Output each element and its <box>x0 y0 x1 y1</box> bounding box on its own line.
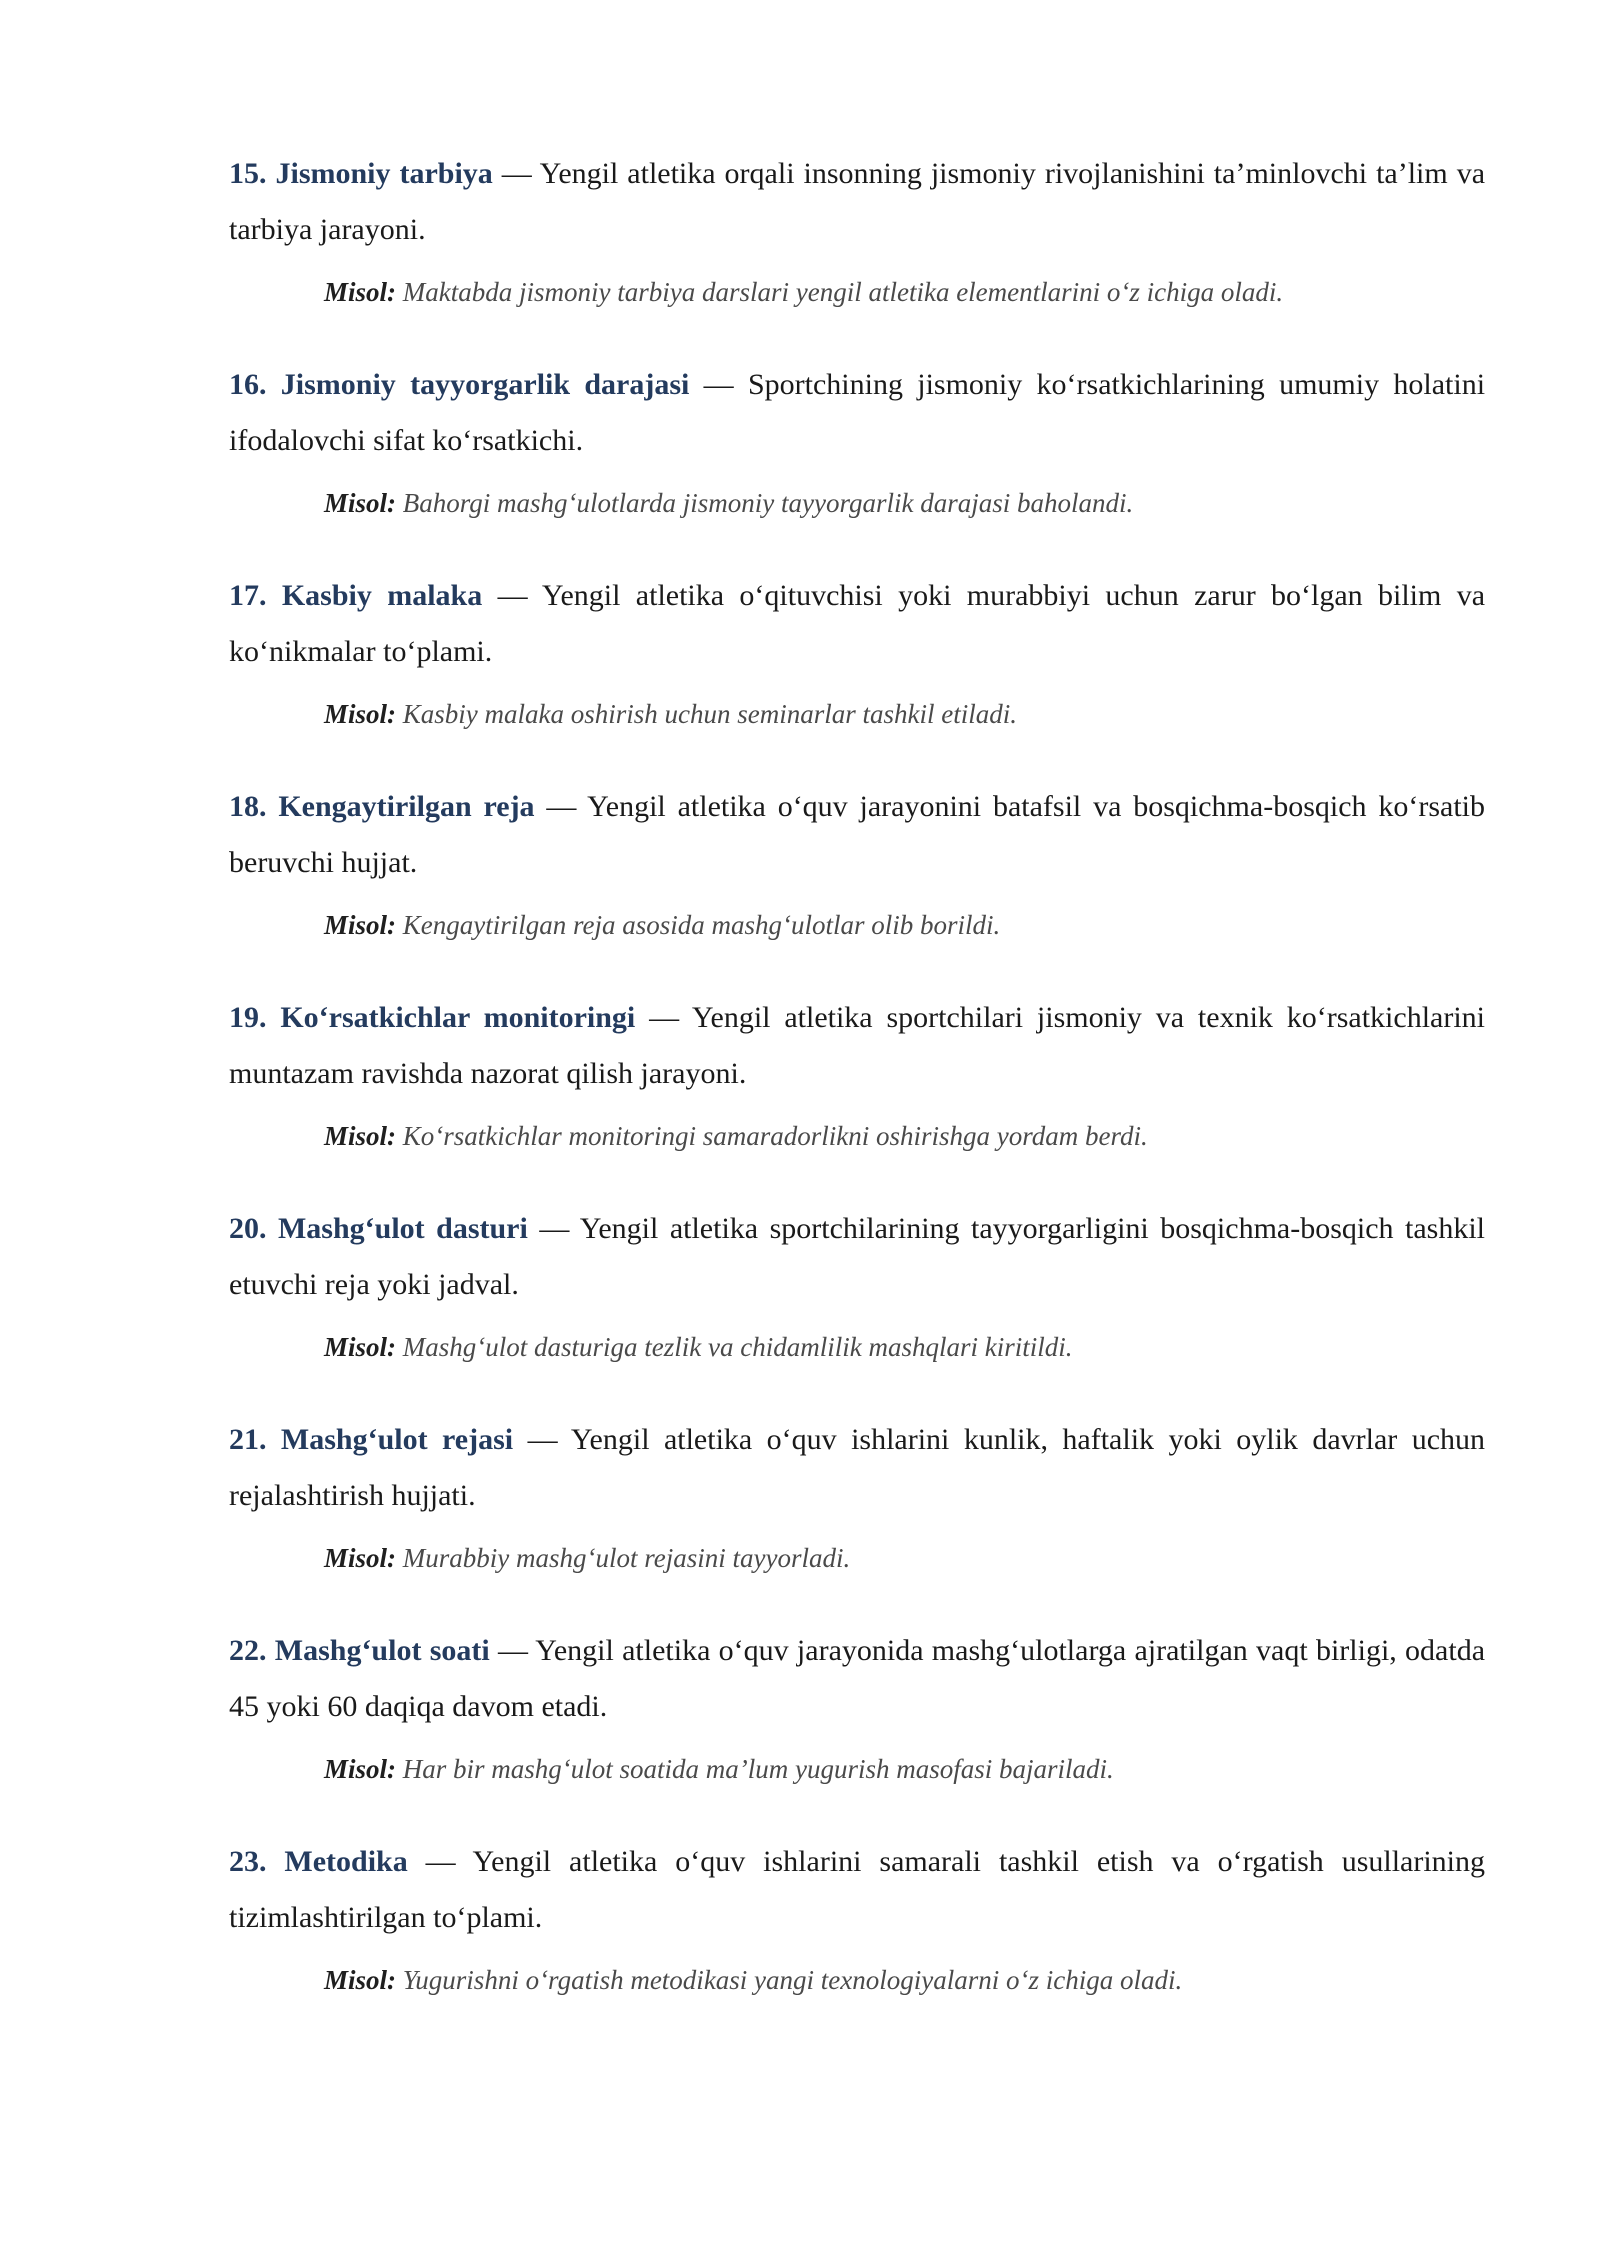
entry-example <box>324 272 1485 312</box>
glossary-entry-17 <box>229 568 1485 779</box>
entry-dash: — <box>498 1634 529 1667</box>
entry-definition <box>229 1834 1485 1946</box>
entry-example <box>324 1538 1485 1578</box>
entry-definition-text: Yengil atletika o‘qituvchisi yoki murabbiyi uchun zarur bo‘lgan bilim va ko‘nikmalar to‘plami. <box>229 579 1486 668</box>
example-label: Misol: <box>324 1965 397 1995</box>
entry-definition <box>229 568 1485 680</box>
example-label: Misol: <box>324 1754 397 1784</box>
example-label: Misol: <box>324 699 397 729</box>
entry-dash: — <box>425 1845 456 1878</box>
example-label: Misol: <box>324 277 397 307</box>
glossary-entry-15 <box>229 146 1485 357</box>
example-text: Yugurishni o‘rgatish metodikasi yangi texnologiyalarni o‘z ichiga oladi. <box>402 1965 1183 1995</box>
entry-definition <box>229 146 1485 258</box>
entry-definition-text: Yengil atletika o‘quv ishlarini samarali tashkil etish va o‘rgatish usullarining tizimlashtirilgan to‘plami. <box>229 1845 1486 1934</box>
entry-example <box>324 694 1485 734</box>
example-label: Misol: <box>324 488 397 518</box>
entry-dash: — <box>497 579 528 612</box>
entry-dash: — <box>546 790 577 823</box>
entry-definition <box>229 990 1485 1102</box>
entry-example <box>324 905 1485 945</box>
entry-definition-text: Yengil atletika sportchilarining tayyorgarligini bosqichma-bosqich tashkil etuvchi reja yoki jadval. <box>229 1212 1486 1301</box>
entry-definition-text: Sportchining jismoniy ko‘rsatkichlarining umumiy holatini ifodalovchi sifat ko‘rsatkichi. <box>229 368 1486 457</box>
example-text: Har bir mashg‘ulot soatida ma’lum yugurish masofasi bajariladi. <box>402 1754 1114 1784</box>
example-label: Misol: <box>324 1332 397 1362</box>
glossary-entry-18 <box>229 779 1485 990</box>
entry-example <box>324 1327 1485 1367</box>
example-text: Ko‘rsatkichlar monitoringi samaradorlikni oshirishga yordam berdi. <box>402 1121 1148 1151</box>
entry-definition-text: Yengil atletika o‘quv ishlarini kunlik, haftalik yoki oylik davrlar uchun rejalashtirish hujjati. <box>229 1423 1486 1512</box>
glossary-entry-21 <box>229 1412 1485 1623</box>
entry-example <box>324 483 1485 523</box>
entry-definition <box>229 1623 1485 1735</box>
example-text: Bahorgi mashg‘ulotlarda jismoniy tayyorgarlik darajasi baholandi. <box>402 488 1134 518</box>
entry-term: 20. Mashg‘ulot dasturi <box>229 1212 528 1245</box>
example-text: Mashg‘ulot dasturiga tezlik va chidamlilik mashqlari kiritildi. <box>402 1332 1073 1362</box>
entry-definition-text: Yengil atletika sportchilari jismoniy va texnik ko‘rsatkichlarini muntazam ravishda nazorat qilish jarayoni. <box>229 1001 1486 1090</box>
glossary-entry-20 <box>229 1201 1485 1412</box>
example-text: Murabbiy mashg‘ulot rejasini tayyorladi. <box>402 1543 851 1573</box>
entry-term: 15. Jismoniy tarbiya <box>229 157 493 190</box>
entry-dash: — <box>649 1001 680 1034</box>
example-label: Misol: <box>324 910 397 940</box>
entry-example <box>324 1116 1485 1156</box>
entry-definition-text: Yengil atletika o‘quv jarayonida mashg‘ulotlarga ajratilgan vaqt birligi, odatda 45 yoki 60 daqiqa davom etadi. <box>229 1634 1486 1723</box>
entry-term: 18. Kengaytirilgan reja <box>229 790 535 823</box>
entry-term: 23. Metodika <box>229 1845 408 1878</box>
entry-definition <box>229 357 1485 469</box>
entry-definition <box>229 1201 1485 1313</box>
entry-dash: — <box>703 368 734 401</box>
glossary-entry-16 <box>229 357 1485 568</box>
entry-example <box>324 1749 1485 1789</box>
glossary-entry-19 <box>229 990 1485 1201</box>
example-label: Misol: <box>324 1543 397 1573</box>
entry-term: 16. Jismoniy tayyorgarlik darajasi <box>229 368 690 401</box>
example-text: Maktabda jismoniy tarbiya darslari yengil atletika elementlarini o‘z ichiga oladi. <box>402 277 1284 307</box>
entry-definition <box>229 1412 1485 1524</box>
entry-definition-text: Yengil atletika orqali insonning jismoniy rivojlanishini ta’minlovchi ta’lim va tarbiya jarayoni. <box>229 157 1486 246</box>
glossary-entry-22 <box>229 1623 1485 1834</box>
entry-term: 17. Kasbiy malaka <box>229 579 483 612</box>
entry-term: 19. Ko‘rsatkichlar monitoringi <box>229 1001 636 1034</box>
entry-term: 21. Mashg‘ulot rejasi <box>229 1423 514 1456</box>
entry-dash: — <box>539 1212 570 1245</box>
entry-example <box>324 1960 1485 2000</box>
glossary-entry-23 <box>229 1834 1485 2045</box>
glossary-list <box>229 146 1485 2045</box>
example-text: Kengaytirilgan reja asosida mashg‘ulotlar olib borildi. <box>402 910 1001 940</box>
example-text: Kasbiy malaka oshirish uchun seminarlar tashkil etiladi. <box>402 699 1018 729</box>
entry-definition <box>229 779 1485 891</box>
entry-dash: — <box>501 157 532 190</box>
entry-dash: — <box>527 1423 558 1456</box>
example-label: Misol: <box>324 1121 397 1151</box>
entry-definition-text: Yengil atletika o‘quv jarayonini batafsil va bosqichma-bosqich ko‘rsatib beruvchi hujjat. <box>229 790 1485 879</box>
entry-term: 22. Mashg‘ulot soati <box>229 1634 490 1667</box>
